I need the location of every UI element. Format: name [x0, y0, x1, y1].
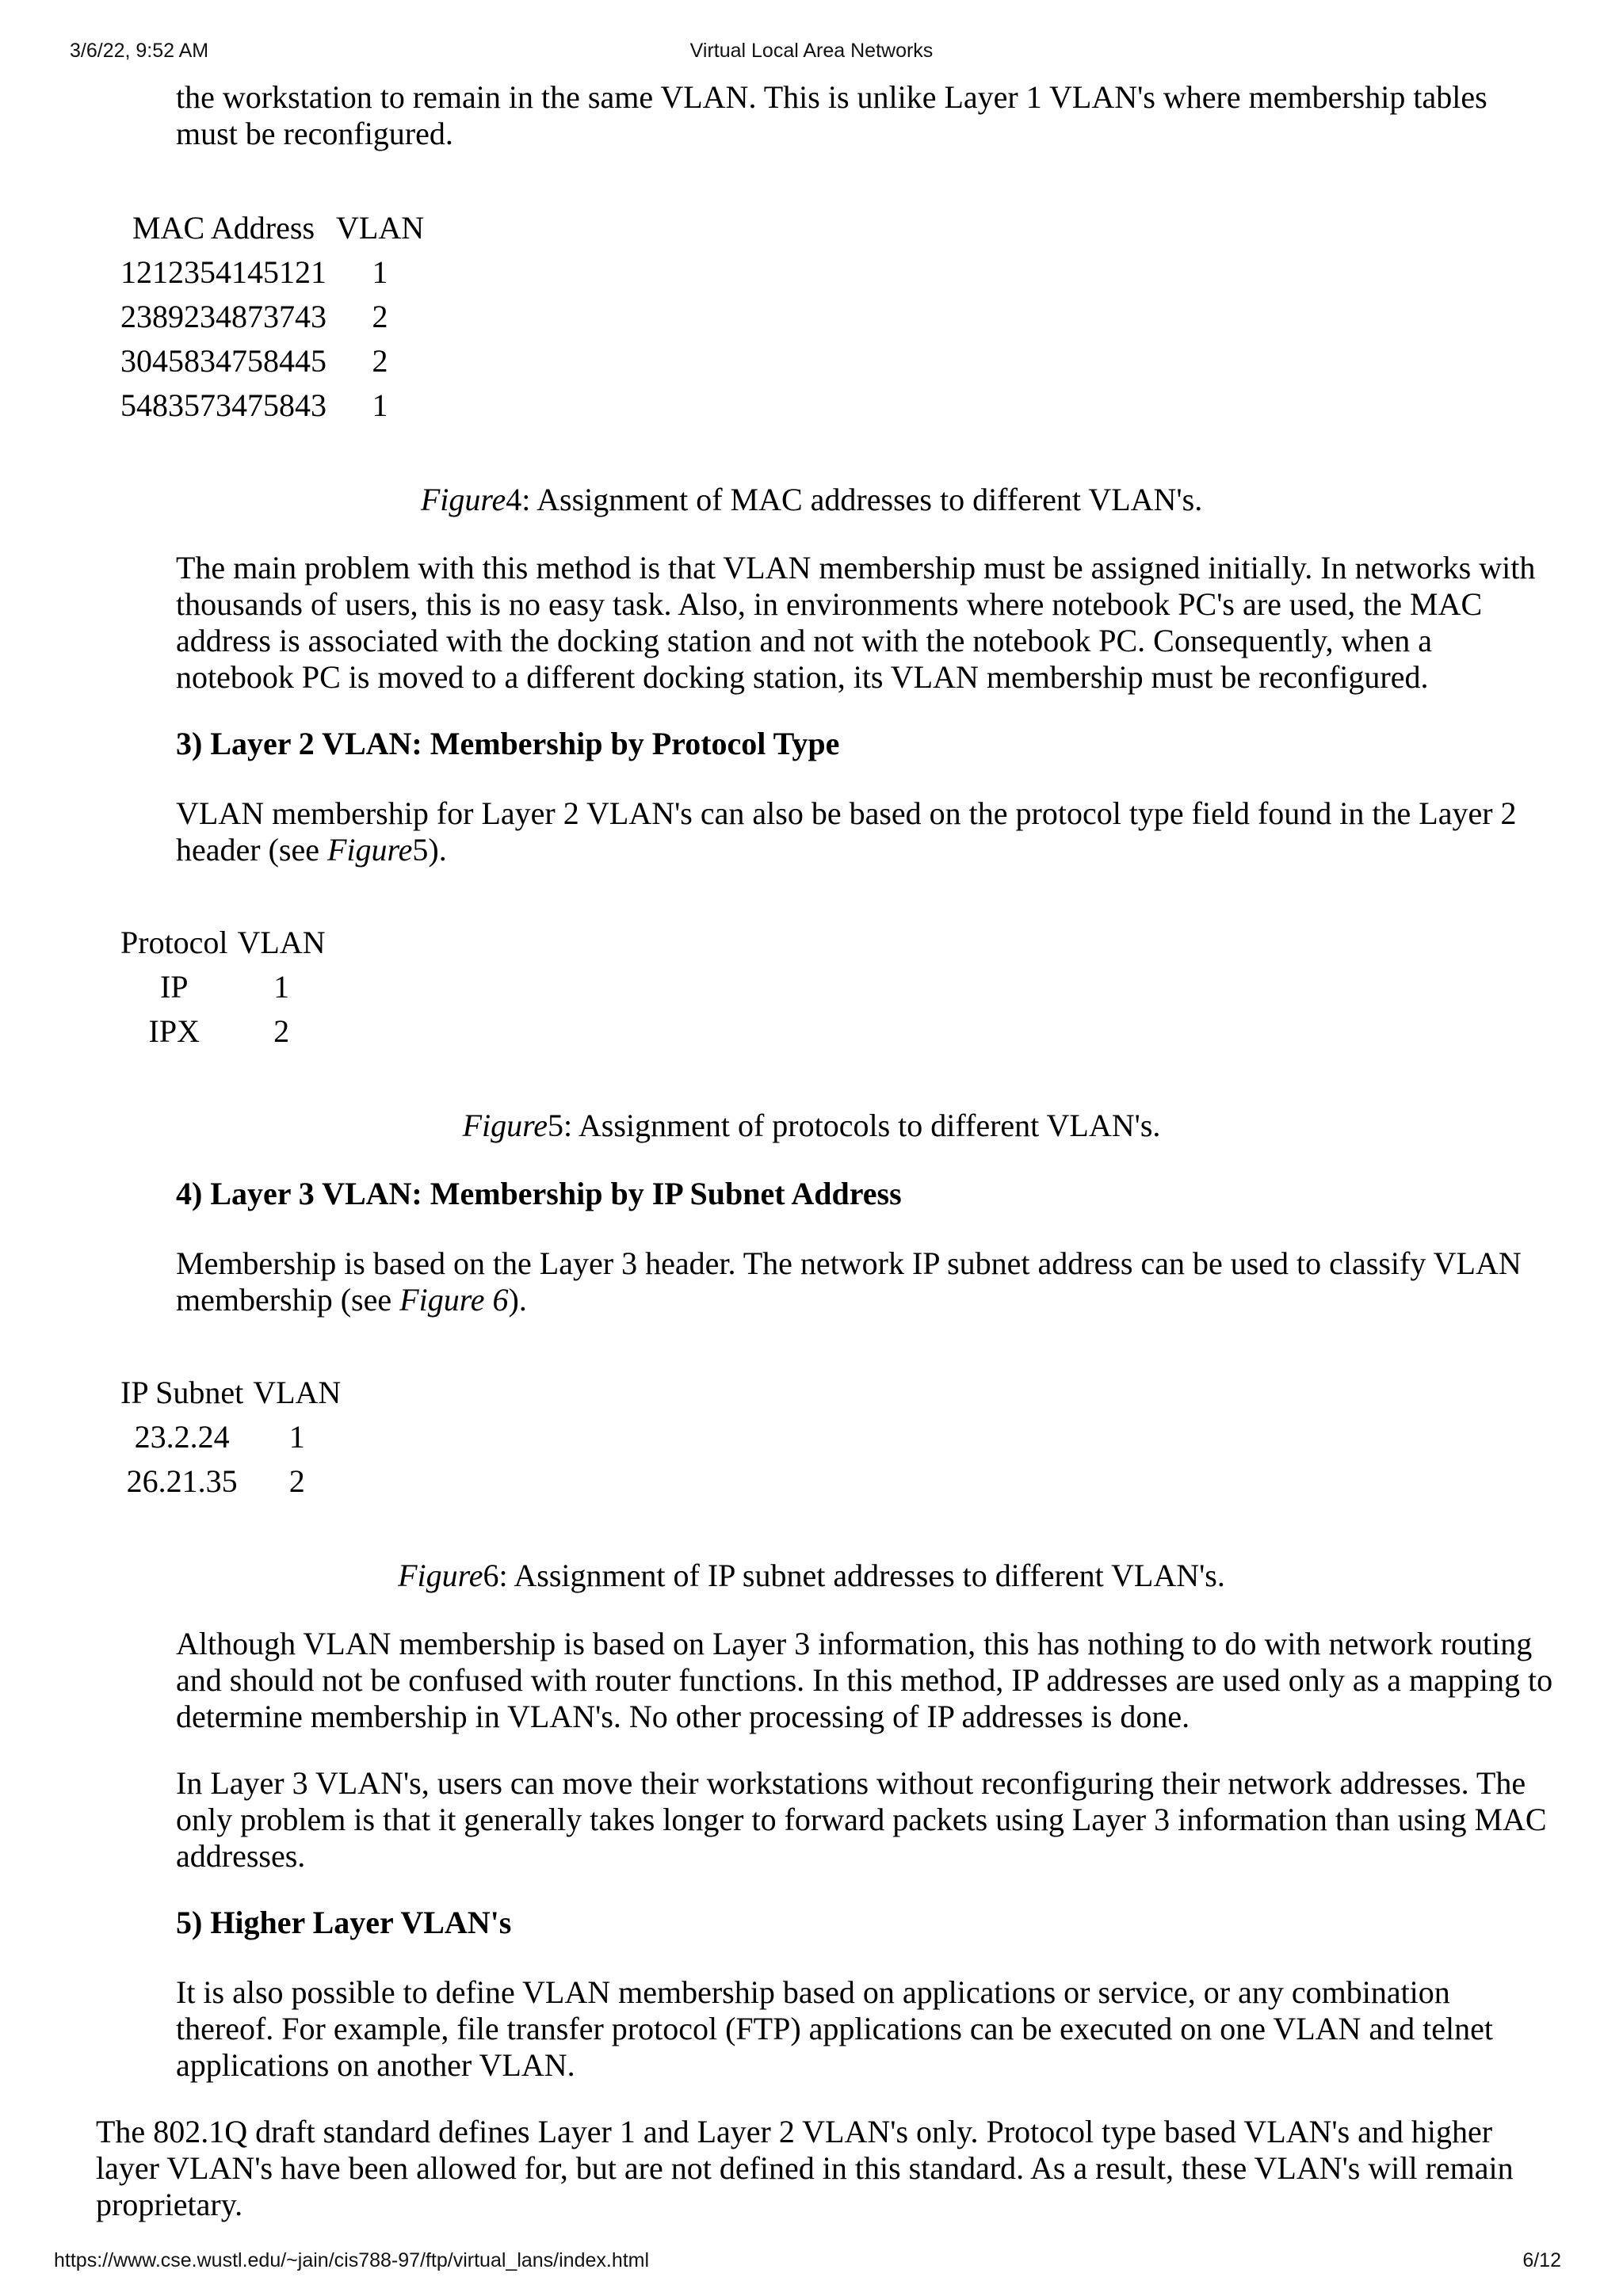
protocol-cell: IPX — [148, 1013, 200, 1049]
table-row — [116, 295, 429, 339]
mac-address-cell: 5483573475843 — [120, 387, 327, 423]
table-row — [116, 339, 429, 383]
section-5-paragraph: It is also possible to define VLAN membership based on applications or service, or any combination thereof. For example, file transfer protocol (FTP) applications can be executed on one VLAN and telnet applications on another VLAN. — [176, 1974, 1494, 2083]
table-row — [116, 1415, 346, 1459]
ip-subnet-cell: 23.2.24 — [134, 1419, 230, 1455]
column-header: VLAN — [336, 210, 425, 246]
table-header-row — [116, 206, 429, 250]
figure-reference: Figure — [327, 832, 413, 868]
paragraph-text: ). — [508, 1282, 527, 1318]
figure-5-caption — [0, 1108, 1623, 1144]
figure-6-caption — [0, 1558, 1623, 1594]
figure-label: Figure — [462, 1108, 548, 1143]
table-row — [116, 965, 330, 1009]
layer3-routing-paragraph: Although VLAN membership is based on Layer 3 information, this has nothing to do with network routing and should not be confused with router functions. In this method, IP addresses are used only as a mapping to determine membership in VLAN's. No other processing of IP addresses is done. — [176, 1626, 1553, 1734]
ip-subnet-cell: 26.21.35 — [126, 1463, 238, 1499]
vlan-cell: 1 — [372, 254, 388, 290]
protocol-vlan-table — [116, 921, 330, 1054]
column-header: Protocol — [120, 925, 228, 960]
mac-vlan-table — [116, 206, 429, 428]
table-row — [116, 383, 429, 428]
paragraph-text: Membership is based on the Layer 3 header. The network IP subnet address can be used to classify VLAN membership (see — [176, 1245, 1522, 1318]
column-header: VLAN — [253, 1375, 342, 1410]
section-5-heading: 5) Higher Layer VLAN's — [176, 1905, 512, 1940]
mac-address-cell: 2389234873743 — [120, 299, 327, 334]
print-datetime: 3/6/22, 9:52 AM — [70, 40, 209, 62]
caption-text: 4: Assignment of MAC addresses to different VLAN's. — [506, 482, 1203, 517]
intro-paragraph: the workstation to remain in the same VLAN. This is unlike Layer 1 VLAN's where membership tables must be reconfigured. — [176, 79, 1487, 151]
section-4-heading: 4) Layer 3 VLAN: Membership by IP Subnet Address — [176, 1176, 902, 1211]
protocol-cell: IP — [159, 969, 189, 1005]
caption-text: 6: Assignment of IP subnet addresses to different VLAN's. — [483, 1558, 1225, 1593]
ip-subnet-vlan-table — [116, 1371, 346, 1504]
column-header: VLAN — [237, 925, 326, 960]
vlan-cell: 2 — [288, 1463, 305, 1499]
paragraph-text: 5). — [412, 832, 447, 868]
section-4-paragraph — [176, 1245, 1555, 1318]
table-row — [116, 250, 429, 295]
figure-label: Figure — [420, 482, 506, 517]
vlan-cell: 1 — [372, 387, 388, 423]
section-3-heading: 3) Layer 2 VLAN: Membership by Protocol Type — [176, 726, 840, 761]
standard-paragraph: The 802.1Q draft standard defines Layer 1 and Layer 2 VLAN's only. Protocol type based VLAN's and higher layer VLAN's have been allowed for, but are not defined in this standard. As a result, these VLAN's will remain proprietary. — [96, 2114, 1514, 2222]
caption-text: 5: Assignment of protocols to different VLAN's. — [547, 1108, 1161, 1143]
figure-label: Figure — [398, 1558, 483, 1593]
figure-reference: Figure 6 — [399, 1282, 509, 1318]
print-page-title: Virtual Local Area Networks — [689, 40, 934, 62]
layer3-move-paragraph: In Layer 3 VLAN's, users can move their workstations without reconfiguring their network addresses. The only problem is that it generally takes longer to forward packets using Layer 3 information than using MAC addresses. — [176, 1765, 1547, 1874]
vlan-cell: 1 — [288, 1419, 305, 1455]
table-row — [116, 1459, 346, 1504]
table-header-row — [116, 1371, 346, 1415]
column-header: IP Subnet — [120, 1375, 244, 1410]
vlan-cell: 2 — [372, 299, 388, 334]
mac-problem-paragraph: The main problem with this method is that VLAN membership must be assigned initially. In networks with thousands of users, this is no easy task. Also, in environments where notebook PC's are used, the MAC address is associated with the docking station and not with the notebook PC. Consequently, when a notebook PC is moved to a different docking station, its VLAN membership must be reconfigured. — [176, 550, 1536, 695]
section-3-paragraph — [176, 795, 1555, 868]
column-header: MAC Address — [132, 210, 315, 246]
table-header-row — [116, 921, 330, 965]
vlan-cell: 2 — [372, 343, 388, 379]
mac-address-cell: 1212354145121 — [120, 254, 327, 290]
print-url: https://www.cse.wustl.edu/~jain/cis788-97/ftp/virtual_lans/index.html — [54, 2249, 650, 2271]
mac-address-cell: 3045834758445 — [120, 343, 327, 379]
vlan-cell: 2 — [273, 1013, 290, 1049]
vlan-cell: 1 — [273, 969, 290, 1005]
print-page-number: 6/12 — [1522, 2249, 1561, 2271]
table-row — [116, 1009, 330, 1054]
paragraph-text: VLAN membership for Layer 2 VLAN's can also be based on the protocol type field found in the Layer 2 header (see — [176, 795, 1517, 868]
figure-4-caption — [0, 482, 1623, 518]
